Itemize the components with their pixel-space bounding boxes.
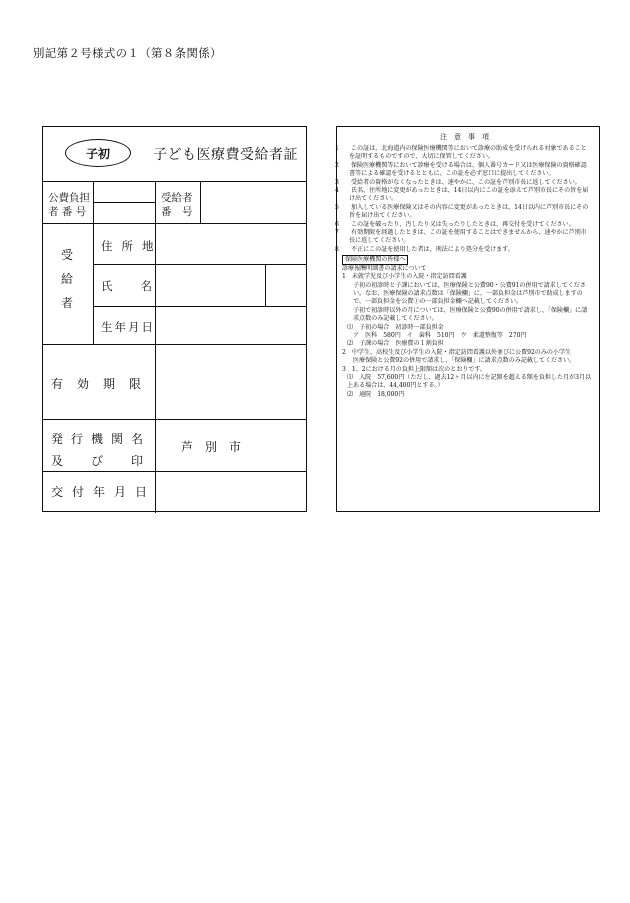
section-1-paragraph: 子初で初診時以外の月については、医療保険と公費90の併用で請求し、「保険欄」に請求点数のみ記載してください。 [353, 306, 588, 323]
badge-oval: 子初 [65, 139, 131, 167]
form-heading: 別記第２号様式の１（第８条関係） [33, 46, 222, 60]
certificate-title: 子ども医療費受給者証 [153, 147, 298, 163]
recipient-label: 受 給 者 [61, 248, 74, 310]
validity-label: 有効期限 [51, 377, 156, 391]
note-item: 3 受給者の資格がなくなったときは、速やかに、この証を芦別市長に返してください。 [335, 178, 581, 186]
notes-body [335, 145, 592, 399]
divider [43, 181, 306, 182]
section-1-heading: 1 未就学児及び小学生の入院・指定訪問看護 [342, 273, 467, 281]
recipient-number-label: 受給者 番 号 [161, 192, 193, 218]
section-1-paragraph: 子初の初診時と子課においては、医療保険と公費90・公費91の併用で請求してください。なお、医療保険の請求点数は「保険欄」に、一部負担金は芦別市で助成しますので、一部負担金を公費①の一部負担金欄へ記載してください。 [353, 281, 586, 306]
issuer-value: 芦別市 [181, 440, 254, 454]
section-2-paragraph: 医療保険と公費92の併用で請求し、「保険欄」に請求点数のみ記載してください。 [353, 357, 576, 365]
claim-heading: 診療報酬明細書の請求について [342, 264, 427, 272]
note-item: 5 加入している医療保険又はその内容に変更があったときは、14日以内に芦別市長にその旨を届け出てください。 [335, 203, 589, 220]
section-3-item: ⑵ 通院 18,000円 [347, 390, 405, 398]
notes-title: 注意事項 [440, 133, 496, 141]
section-1-fees: ア 医科 580円 イ 歯科 510円 ウ 柔道整復等 270円 [353, 332, 527, 340]
certificate-card [42, 126, 307, 512]
section-2-heading: 2 中学生、高校生及び小学生の入院・指定訪問看護以外並びに公費92のみの小学生 [342, 348, 572, 356]
address-label: 住所地 [101, 239, 163, 253]
section-3-item: ⑴ 入院 57,600円（ただし、過去12ヶ月以内に左記額を超える額を負担した月が3月以上ある場合は、44,400円とする。） [347, 374, 592, 390]
note-item: 7 有効期限を経過したときは、この証を使用することはできませんから、速やかに芦別市長に返してください。 [335, 229, 587, 245]
note-item: 8 不正にこの証を使用した者は、刑法により処分を受けます。 [335, 245, 514, 253]
name-label: 氏 名 [101, 279, 152, 293]
section-1-sub: ⑴ 子初の場合 初診時一部負担金 [347, 323, 444, 331]
notes-panel [336, 126, 600, 512]
note-item: 6 この証を破ったり、汚したり又は失ったりしたときは、再交付を受けてください。 [335, 220, 575, 228]
note-item: 2 保険医療機関等において診療を受ける場合は、個人番号カード又は医療保険の資格確認書等による確認を受けるとともに、この証を必ず窓口に提出してください。 [335, 161, 587, 178]
note-item: 4 氏名、住所地に変更があったときは、14日以内にこの証を添えて芦別市長にその旨を届け出てください。 [335, 187, 589, 203]
note-item: 1 この証は、北海道内の保険医療機関等において診療の助成を受けられる対象であることを証明するものですので、大切に保管してください。 [335, 145, 587, 161]
section-1-sub: ⑵ 子課の場合 医療費の１割負担 [347, 340, 444, 348]
issue-date-label: 交付年月日 [51, 485, 157, 499]
payer-number-label: 公費負担 者 番 号 [48, 192, 90, 218]
notice-box-label: 保険医療機関の皆様へ [342, 255, 408, 265]
issuer-label: 発行機関名 及 び 印 [51, 432, 152, 468]
section-3-heading: 3 1、2における月の負担上限額は次のとおりです。 [342, 365, 486, 373]
birth-date-label: 生年月日 [101, 320, 155, 334]
